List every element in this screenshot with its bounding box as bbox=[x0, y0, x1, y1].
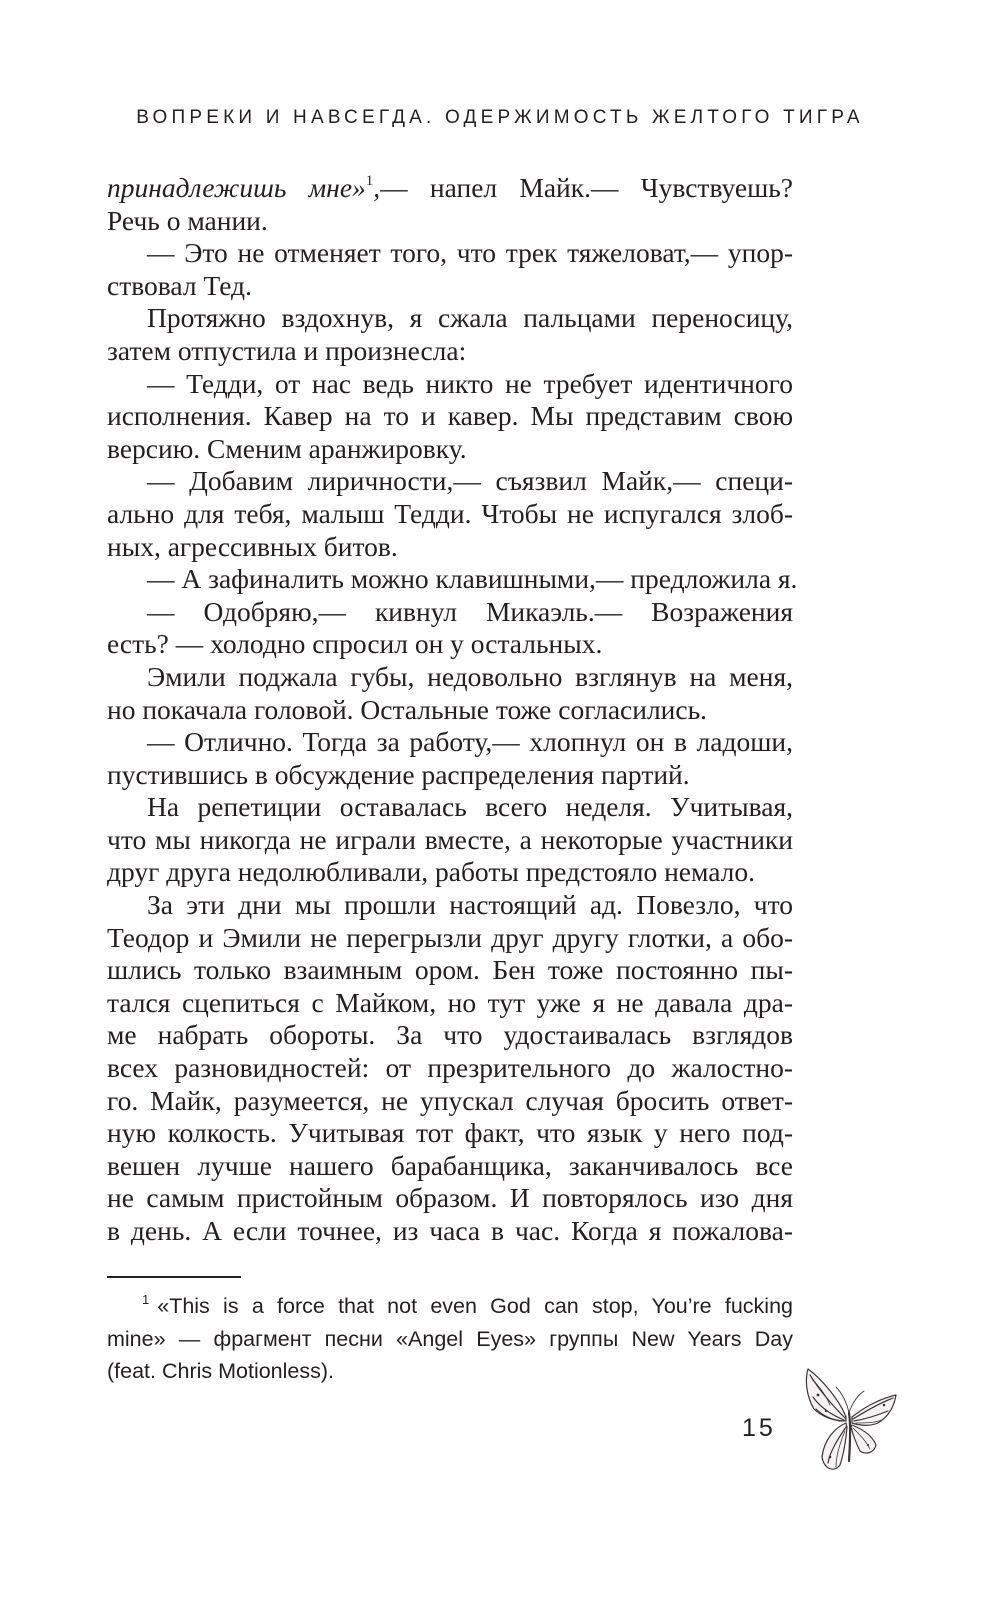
text-line: друг друга недолюбливали, работы предстояло немало. bbox=[107, 856, 756, 888]
footnote bbox=[107, 1290, 793, 1388]
text-line: есть? — холодно спросил он у остальных. bbox=[107, 628, 603, 660]
text-line: ствовал Тед. bbox=[107, 269, 252, 301]
text-line: го. Майк, разумеется, не упускал случая бросить ответ- bbox=[107, 1084, 793, 1116]
text-line: затем отпустила и произнесла: bbox=[107, 334, 467, 366]
text-line: пустившись в обсуждение распределения партий. bbox=[107, 758, 690, 790]
text-line: но покачала головой. Остальные тоже согласились. bbox=[107, 693, 708, 725]
footnote-line: (feat. Chris Motionless). bbox=[107, 1359, 335, 1383]
text-line bbox=[107, 172, 793, 205]
text-line: что мы никогда не играли вместе, а некоторые участники bbox=[107, 823, 793, 855]
text-line: Теодор и Эмили не перегрызли друг другу глотки, а обо- bbox=[107, 921, 793, 953]
text-line: Речь о мании. bbox=[107, 204, 268, 236]
footnote-marker: 1 bbox=[365, 173, 374, 189]
footnote-text: «This is a force that not even God can stop, You’re fucking bbox=[157, 1294, 793, 1318]
line-text: ,— напел Майк.— Чувствуешь? bbox=[373, 172, 793, 203]
body-text bbox=[107, 172, 798, 1248]
text-line: исполнения. Кавер на то и кавер. Мы представим свою bbox=[107, 400, 793, 432]
running-head: ВОПРЕКИ И НАВСЕГДА. ОДЕРЖИМОСТЬ ЖЕЛТОГО ТИГРА bbox=[136, 107, 864, 128]
text-line: — Это не отменяет того, что трек тяжеловат,— упор- bbox=[147, 237, 793, 269]
text-line: вешен лучше нашего барабанщика, заканчивалось все bbox=[107, 1149, 793, 1181]
text-line: в день. А если точнее, из часа в час. Когда я пожалова- bbox=[107, 1215, 793, 1246]
text-line: — Тедди, от нас ведь никто не требует идентичного bbox=[147, 367, 793, 399]
text-line: тался сцепиться с Майком, но тут уже я не давала дра- bbox=[107, 986, 793, 1018]
text-line: версию. Сменим аранжировку. bbox=[107, 432, 467, 464]
text-line: — А зафиналить можно клавишными,— предложила я. bbox=[147, 563, 798, 595]
page-number: 15 bbox=[742, 1414, 776, 1442]
text-line: Протяжно вздохнув, я сжала пальцами переносицу, bbox=[147, 302, 793, 334]
text-line: ных, агрессивных битов. bbox=[107, 530, 398, 562]
text-line: ме набрать обороты. За что удостаивалась взглядов bbox=[107, 1019, 793, 1051]
text-line: — Одобряю,— кивнул Микаэль.— Возражения bbox=[147, 595, 793, 627]
text-line: Эмили поджала губы, недовольно взглянув на меня, bbox=[147, 660, 793, 692]
footnote-number: 1 bbox=[142, 1292, 150, 1307]
text-line: шлись только взаимным ором. Бен тоже постоянно пы- bbox=[107, 954, 793, 986]
text-line: За эти дни мы прошли настоящий ад. Повезло, что bbox=[147, 889, 793, 921]
text-line: всех разновидностей: от презрительного до жалостно- bbox=[107, 1052, 793, 1084]
footnote-line: mine» — фрагмент песни «Angel Eyes» группы New Years Day bbox=[107, 1326, 793, 1351]
footnote-line bbox=[107, 1290, 793, 1323]
text-line: не самым пристойным образом. И повторялось изо дня bbox=[107, 1182, 793, 1214]
text-line: На репетиции оставалась всего неделя. Учитывая, bbox=[147, 791, 793, 823]
footnote-rule bbox=[107, 1276, 241, 1278]
text-line: ную колкость. Учитывая тот факт, что язык у него под- bbox=[107, 1117, 793, 1149]
text-line: ально для тебя, малыш Тедди. Чтобы не испугался злоб- bbox=[107, 497, 793, 529]
text-line: — Добавим лиричности,— съязвил Майк,— специ- bbox=[147, 465, 793, 497]
butterfly-icon bbox=[800, 1365, 900, 1480]
italic-lyric: принадлежишь мне» bbox=[107, 172, 366, 203]
text-line: — Отлично. Тогда за работу,— хлопнул он в ладоши, bbox=[147, 726, 793, 758]
